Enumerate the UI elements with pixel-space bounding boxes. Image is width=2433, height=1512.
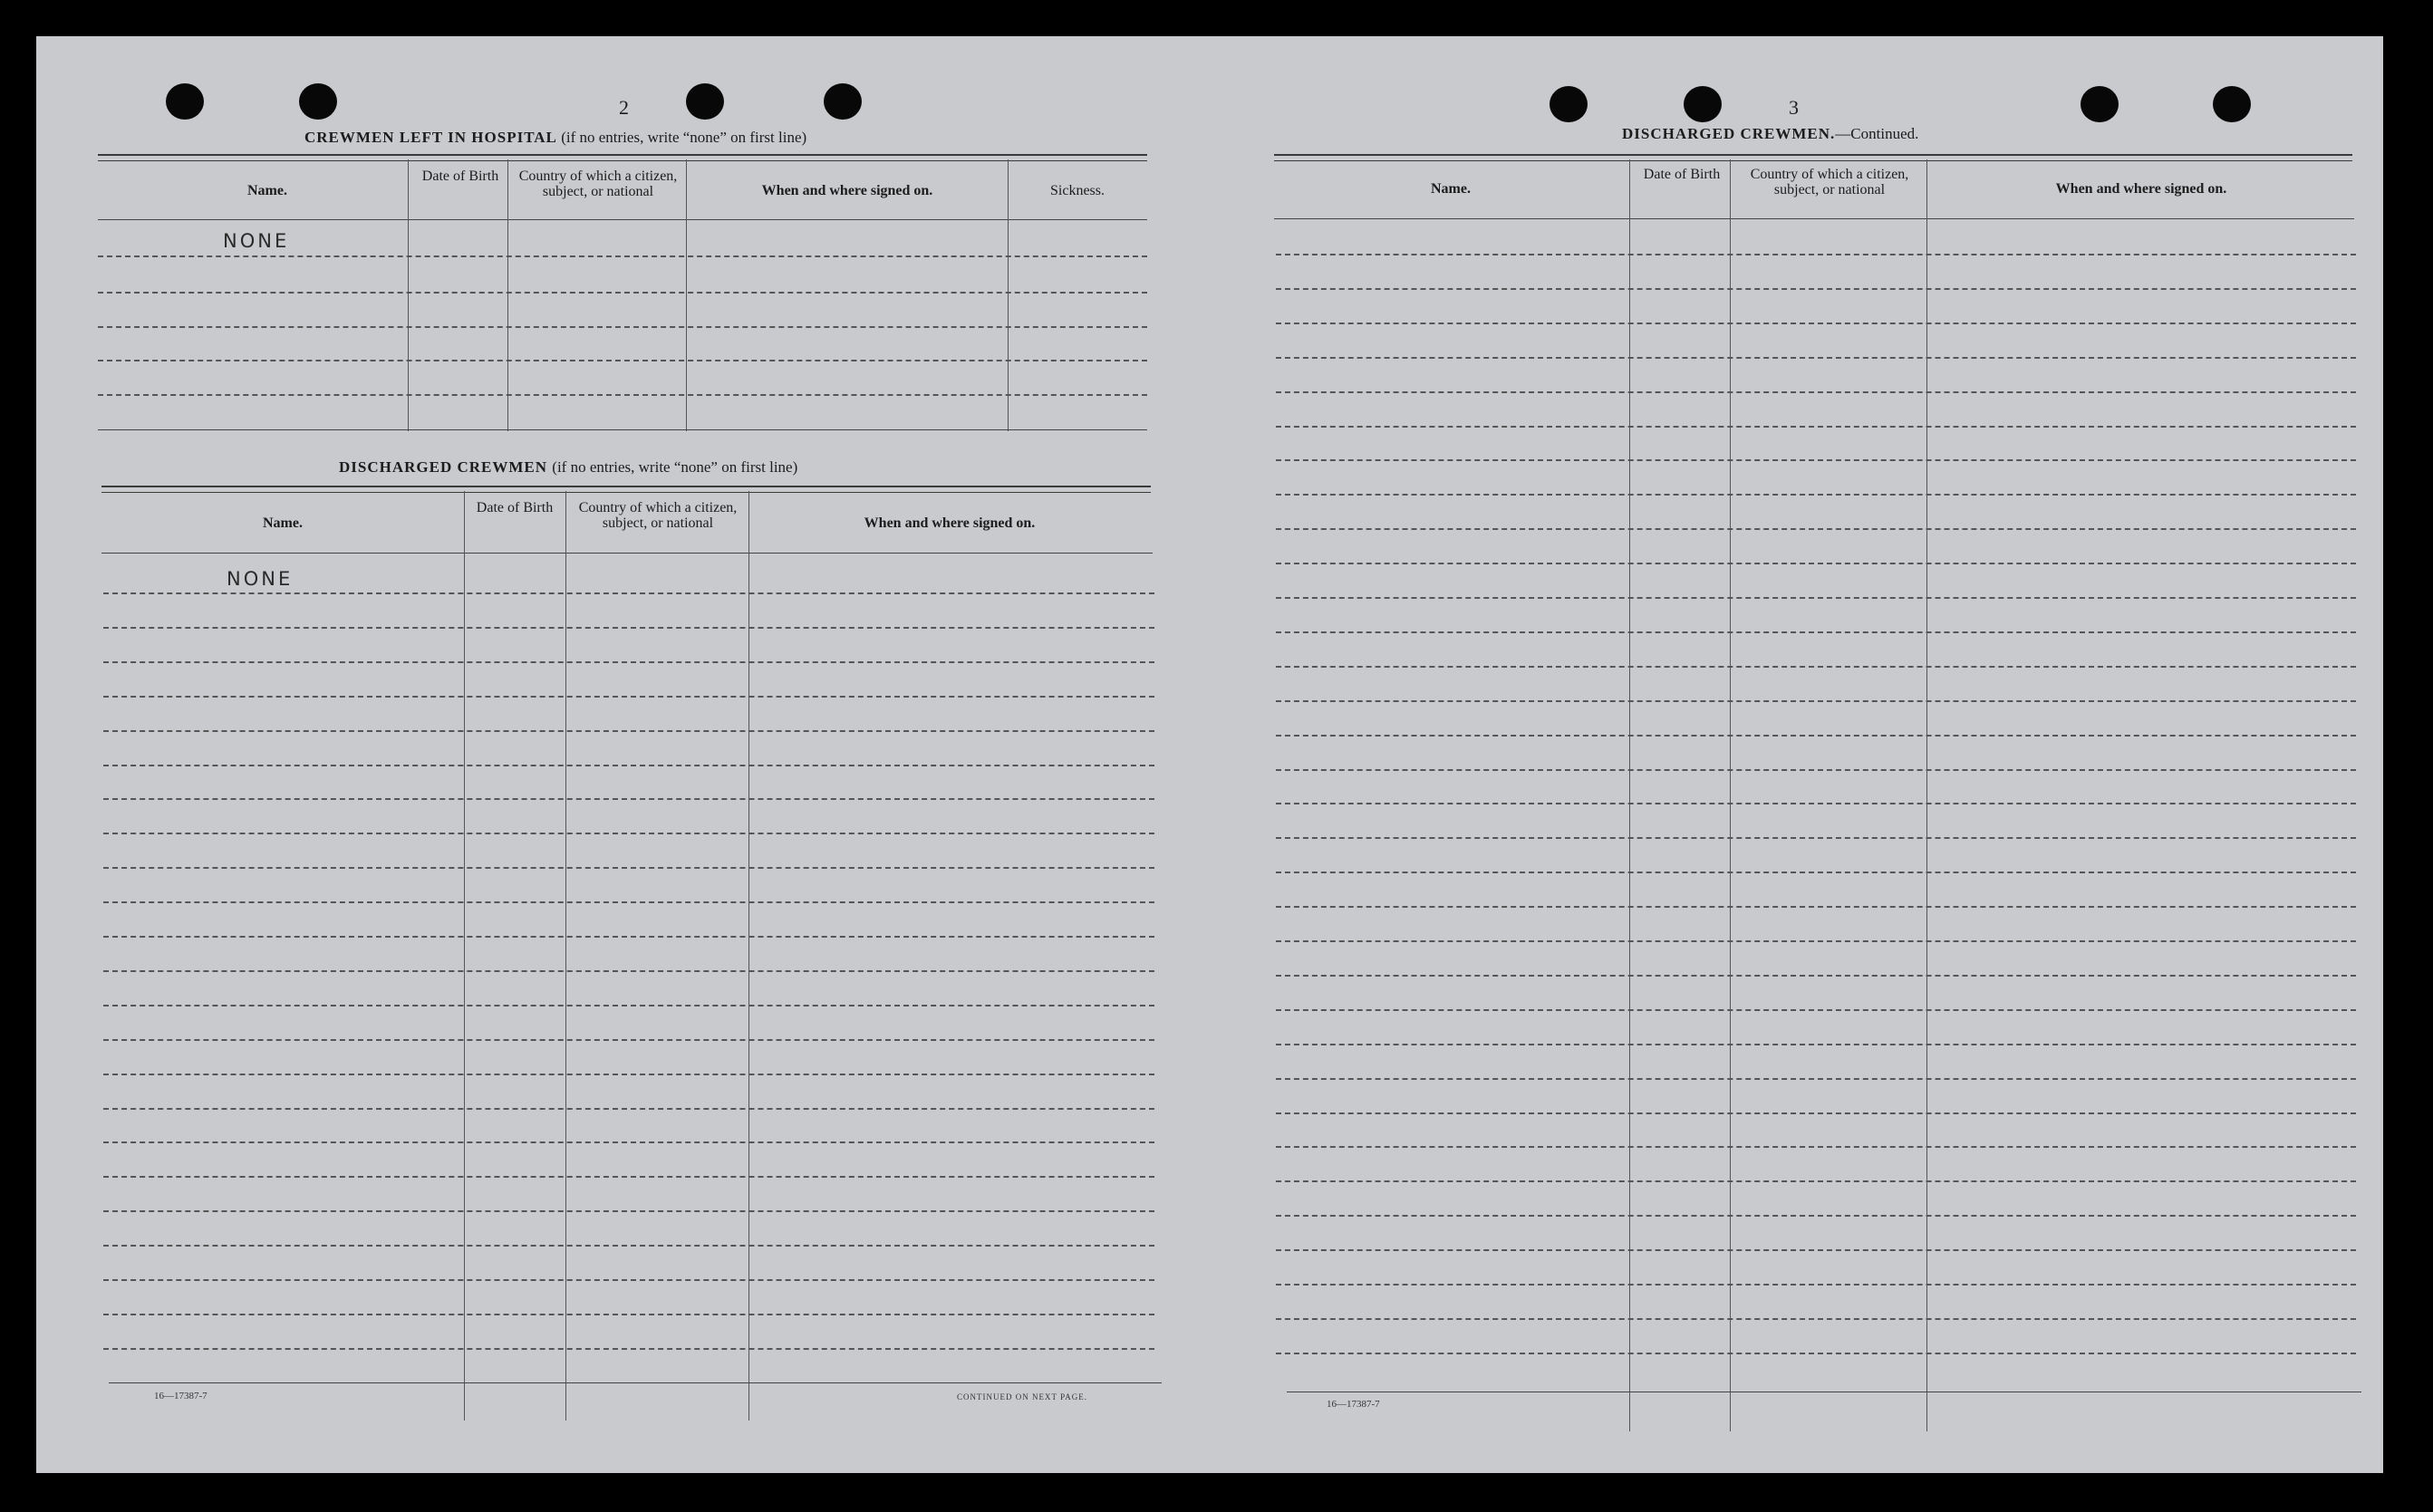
entry-line [103, 1141, 1154, 1143]
hospital-header-dob: Date of Birth [421, 169, 499, 184]
entry-line [1276, 323, 2356, 324]
entry-line [103, 1314, 1154, 1315]
entry-line [1276, 906, 2356, 908]
entry-line [1276, 1284, 2356, 1286]
column-divider [1629, 159, 1630, 1431]
right-header-rule [1274, 218, 2354, 219]
discharged-top-rule [101, 486, 1151, 493]
entry-line [1276, 357, 2356, 359]
entry-line [1276, 254, 2356, 255]
entry-line [1276, 803, 2356, 804]
entry-line [1276, 597, 2356, 599]
entry-line [98, 326, 1147, 328]
entry-line [98, 255, 1147, 257]
column-divider [464, 491, 465, 1421]
continued-note: CONTINUED ON NEXT PAGE. [957, 1392, 1087, 1401]
column-divider [748, 491, 749, 1421]
entry-line [1276, 1353, 2356, 1354]
column-divider [507, 159, 508, 431]
discharged-header-signed: When and where signed on. [864, 515, 1036, 531]
entry-line [103, 798, 1154, 800]
entry-line [103, 765, 1154, 766]
hospital-top-rule [98, 154, 1147, 161]
right-top-rule [1274, 154, 2352, 161]
entry-line [1276, 494, 2356, 496]
punch-hole [166, 83, 204, 120]
entry-line [1276, 769, 2356, 771]
hospital-header-signed: When and where signed on. [761, 183, 933, 198]
entry-line [1276, 837, 2356, 839]
entry-line [1276, 975, 2356, 977]
entry-line [103, 1108, 1154, 1110]
entry-line [1276, 426, 2356, 428]
entry-line [103, 1176, 1154, 1178]
hospital-header-name: Name. [247, 183, 287, 198]
form-number-left: 16—17387-7 [154, 1391, 208, 1401]
entry-line [103, 1245, 1154, 1247]
column-divider [1926, 159, 1927, 1431]
hospital-bottom-rule [98, 429, 1147, 430]
entry-line [103, 696, 1154, 698]
column-divider [1730, 159, 1731, 1431]
entry-line [1276, 631, 2356, 633]
entry-line [103, 1039, 1154, 1041]
column-divider [565, 491, 566, 1421]
entry-line [1276, 1146, 2356, 1148]
entry-line [103, 1348, 1154, 1350]
entry-line [103, 661, 1154, 663]
column-divider [686, 159, 687, 431]
entry-line [1276, 1318, 2356, 1320]
right-header-dob: Date of Birth [1643, 167, 1721, 182]
discharged-bottom-rule [109, 1382, 1162, 1383]
column-divider [1008, 159, 1009, 431]
discharged-header-dob: Date of Birth [476, 500, 554, 515]
hospital-header-country: Country of which a citizen, subject, or national [518, 169, 678, 199]
punch-hole [2213, 86, 2251, 122]
entry-line [1276, 1249, 2356, 1251]
entry-line [98, 394, 1147, 396]
discharged-section-title: DISCHARGED CREWMEN (if no entries, write “none” on first line) [339, 458, 798, 476]
discharged-header-name: Name. [263, 515, 303, 531]
entry-line [1276, 735, 2356, 737]
punch-hole [1550, 86, 1588, 122]
punch-hole [299, 83, 337, 120]
discharged-header-rule [101, 553, 1153, 554]
entry-line [1276, 1112, 2356, 1114]
hospital-header-rule [98, 219, 1147, 220]
punch-hole [1684, 86, 1722, 122]
discharged-header-country: Country of which a citizen, subject, or national [578, 500, 738, 531]
entry-line [1276, 1044, 2356, 1045]
discharged-first-entry: NONE [227, 568, 294, 590]
punch-hole [824, 83, 862, 120]
right-header-signed: When and where signed on. [2055, 181, 2227, 197]
entry-line [1276, 940, 2356, 942]
right-section-title: DISCHARGED CREWMEN.—Continued. [1622, 125, 1919, 142]
entry-line [103, 1005, 1154, 1006]
form-number-right: 16—17387-7 [1327, 1399, 1380, 1410]
hospital-first-entry: NONE [223, 230, 290, 252]
right-header-country: Country of which a citizen, subject, or national [1750, 167, 1909, 197]
entry-line [103, 1074, 1154, 1075]
entry-line [1276, 666, 2356, 668]
entry-line [1276, 1009, 2356, 1011]
ledger-spread [36, 36, 2383, 1473]
hospital-header-sickness: Sickness. [1050, 183, 1105, 198]
column-divider [408, 159, 409, 431]
page-number-left: 2 [619, 96, 629, 119]
entry-line [1276, 872, 2356, 873]
punch-hole [686, 83, 724, 120]
entry-line [1276, 288, 2356, 290]
entry-line [103, 901, 1154, 903]
entry-line [1276, 1180, 2356, 1182]
entry-line [103, 1210, 1154, 1212]
entry-line [103, 730, 1154, 732]
entry-line [103, 1279, 1154, 1281]
entry-line [1276, 1215, 2356, 1217]
punch-hole [2081, 86, 2119, 122]
entry-line [1276, 528, 2356, 530]
entry-line [98, 292, 1147, 294]
page-number-right: 3 [1789, 96, 1799, 119]
entry-line [1276, 1078, 2356, 1080]
entry-line [1276, 563, 2356, 564]
entry-line [103, 970, 1154, 972]
entry-line [1276, 391, 2356, 393]
entry-line [103, 627, 1154, 629]
hospital-section-title: CREWMEN LEFT IN HOSPITAL (if no entries, write “none” on first line) [304, 129, 807, 146]
entry-line [1276, 459, 2356, 461]
entry-line [103, 592, 1154, 594]
entry-line [103, 833, 1154, 834]
right-header-name: Name. [1431, 181, 1471, 197]
entry-line [103, 936, 1154, 938]
entry-line [98, 360, 1147, 361]
entry-line [103, 867, 1154, 869]
entry-line [1276, 700, 2356, 702]
